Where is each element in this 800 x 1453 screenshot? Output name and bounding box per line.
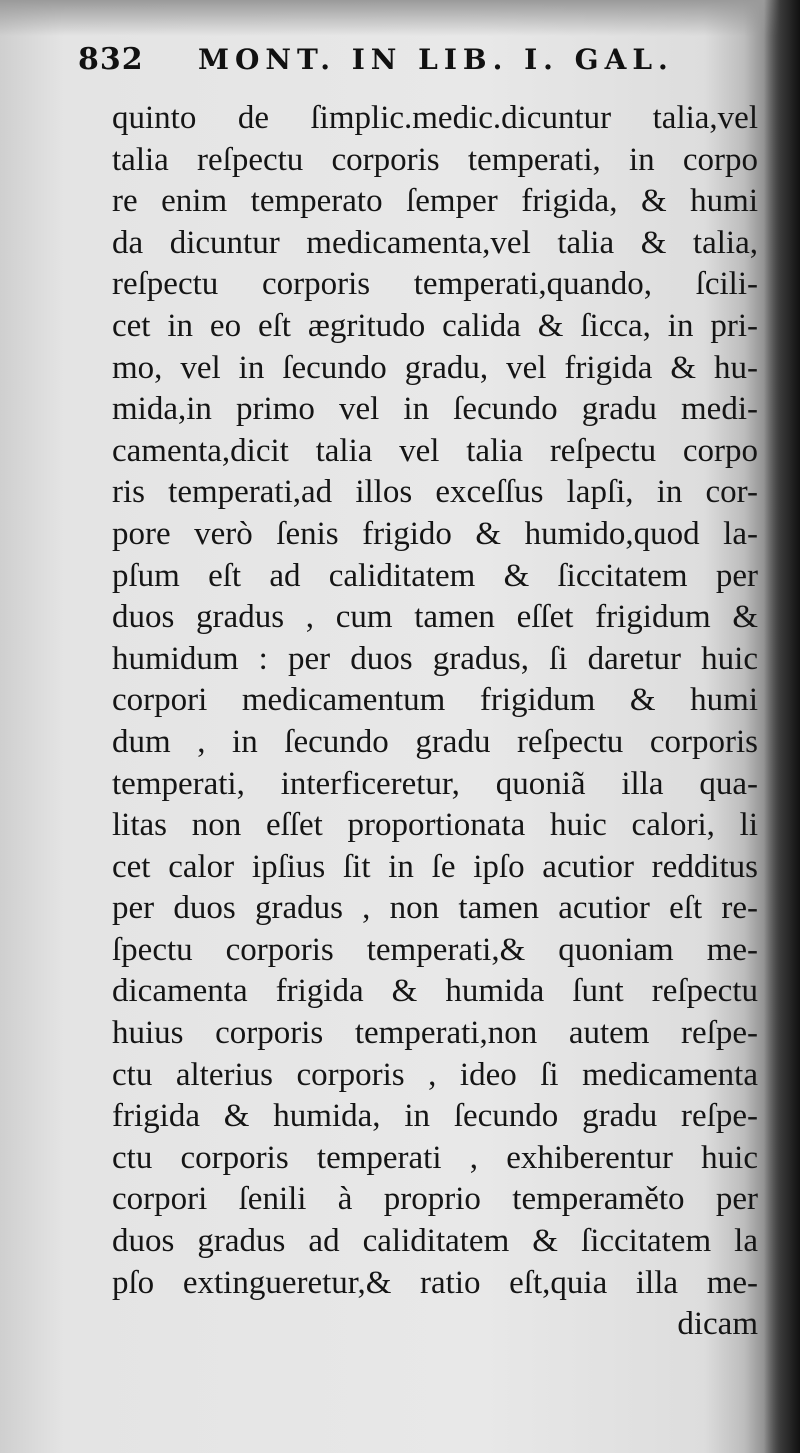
body-text	[112, 98, 758, 1346]
text-line: duos gradus , cum tamen eſſet frigidum &	[112, 599, 758, 636]
text-line: ris temperati,ad illos exceſſus lapſi, in cor-	[112, 474, 758, 511]
text-line: humidum : per duos gradus, ſi daretur huic	[112, 640, 758, 677]
text-line: cet calor ipſius ſit in ſe ipſo acutior redditus	[112, 848, 758, 885]
text-line: ctu corporis temperati , exhiberentur huic	[112, 1139, 758, 1176]
text-line: mida,in primo vel in ſecundo gradu medi-	[112, 391, 758, 428]
gutter-shadow	[764, 0, 800, 1453]
text-line: quinto de ſimplic.medic.dicuntur talia,vel	[112, 100, 758, 136]
text-line: dum , in ſecundo gradu reſpectu corporis	[112, 723, 758, 760]
catchword: dicam	[677, 1306, 758, 1343]
text-line: da dicuntur medicamenta,vel talia & talia,	[112, 224, 758, 261]
text-line: pſum eſt ad caliditatem & ſiccitatem per	[112, 557, 758, 594]
text-line: re enim temperato ſemper frigida, & humi	[112, 183, 758, 220]
text-line: litas non eſſet proportionata huic calori, li	[112, 807, 758, 844]
text-line: reſpectu corporis temperati,quando, ſcili-	[112, 266, 758, 303]
text-line: talia reſpectu corporis temperati, in corpo	[112, 141, 758, 178]
text-line: mo, vel in ſecundo gradu, vel frigida & hu-	[112, 349, 758, 386]
text-line: huius corporis temperati,non autem reſpe-	[112, 1015, 758, 1052]
text-line: per duos gradus , non tamen acutior eſt re-	[112, 890, 758, 927]
text-line: ctu alterius corporis , ideo ſi medicamenta	[112, 1056, 758, 1093]
text-line: pſo extingueretur,& ratio eſt,quia illa me-	[112, 1264, 758, 1301]
text-line: corpori medicamentum frigidum & humi	[112, 682, 758, 719]
text-line: ſpectu corporis temperati,& quoniam me-	[112, 931, 758, 968]
page-top-shadow	[0, 0, 800, 36]
text-line: dicamenta frigida & humida ſunt reſpectu	[112, 973, 758, 1010]
text-line: pore verò ſenis frigido & humido,quod la-	[112, 515, 758, 552]
page-number: 832	[78, 42, 144, 77]
text-line: duos gradus ad caliditatem & ſiccitatem la	[112, 1223, 758, 1260]
text-line: frigida & humida, in ſecundo gradu reſpe-	[112, 1098, 758, 1135]
text-line: camenta,dicit talia vel talia reſpectu corpo	[112, 432, 758, 469]
text-line: cet in eo eſt ægritudo calida & ſicca, in pri-	[112, 307, 758, 344]
text-line: corpori ſenili à proprio temperaměto per	[112, 1181, 758, 1218]
text-line: temperati, interficeretur, quoniã illa qua-	[112, 765, 758, 802]
running-title: MONT. IN LIB. I. GAL.	[198, 43, 674, 76]
running-head	[78, 42, 758, 90]
